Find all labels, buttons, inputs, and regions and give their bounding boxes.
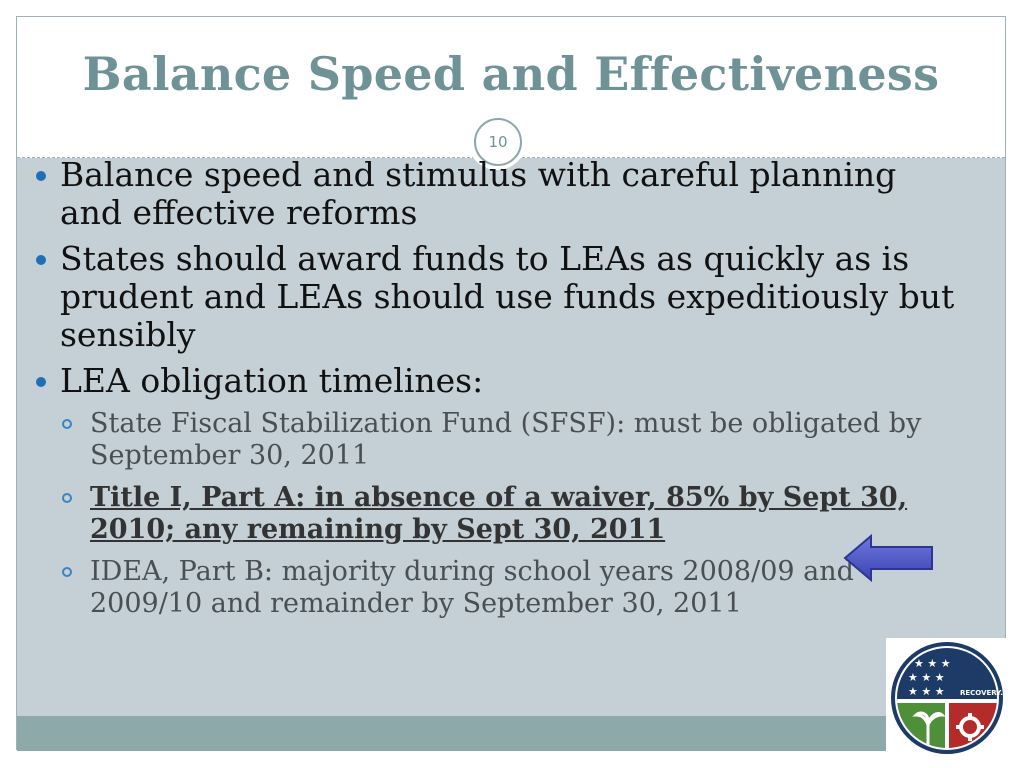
recovery-gov-logo xyxy=(890,641,1020,755)
svg-text:★ ★ ★: ★ ★ ★ xyxy=(908,671,945,684)
sub-bullet-text: State Fiscal Stabilization Fund (SFSF): must be obligated by September 30, 2011 xyxy=(90,408,922,471)
sub-bullet-item-emphasized xyxy=(30,482,960,546)
bullet-item xyxy=(30,156,960,232)
bullet-dot-icon xyxy=(36,171,46,181)
sub-bullet-ring-icon xyxy=(62,419,72,429)
left-arrow-icon xyxy=(843,533,935,583)
bullet-item xyxy=(30,240,960,354)
sub-bullet-text: IDEA, Part B: majority during school years 2008/09 and 2009/10 and remainder by September 30, 2011 xyxy=(90,556,854,619)
sub-bullet-ring-icon xyxy=(62,567,72,577)
bullet-item xyxy=(30,362,960,400)
slide-content xyxy=(30,156,960,630)
sub-bullet-ring-icon xyxy=(62,493,72,503)
footer-bar xyxy=(17,716,1005,751)
sub-bullet-text: Title I, Part A: in absence of a waiver, 85% by Sept 30, 2010; any remaining by Sept 30, 2011 xyxy=(90,482,908,545)
bullet-text: States should award funds to LEAs as quickly as is prudent and LEAs should use funds expeditiously but sensibly xyxy=(60,239,955,354)
bullet-text: Balance speed and stimulus with careful planning and effective reforms xyxy=(60,155,897,232)
svg-text:★ ★ ★: ★ ★ ★ xyxy=(908,685,945,698)
bullet-text: LEA obligation timelines: xyxy=(60,361,484,400)
slide-number-badge: 10 xyxy=(474,118,522,166)
logo-text: RECOVERY.GOV xyxy=(960,689,1020,697)
svg-text:★ ★ ★: ★ ★ ★ xyxy=(914,657,951,670)
sub-bullet-item xyxy=(30,556,960,620)
bullet-dot-icon xyxy=(36,255,46,265)
slide-title: Balance Speed and Effectiveness xyxy=(82,47,940,101)
bullet-dot-icon xyxy=(36,377,46,387)
sub-bullet-item xyxy=(30,408,960,472)
